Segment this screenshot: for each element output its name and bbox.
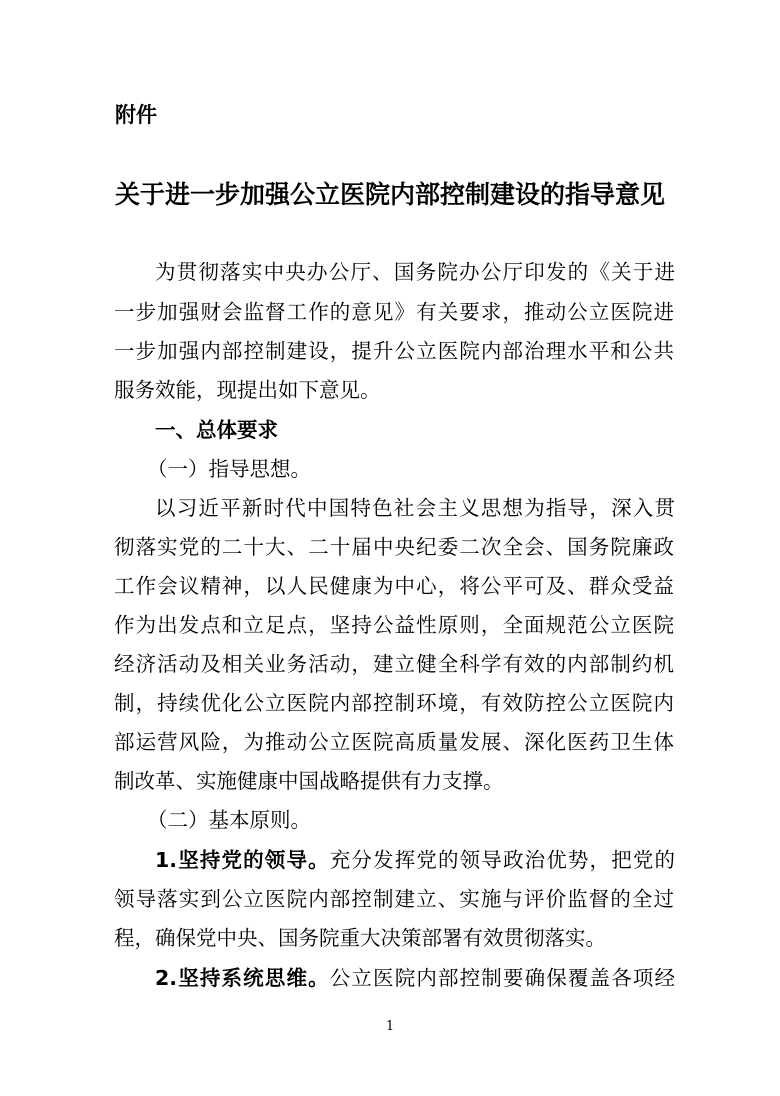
body-line: 制改革、实施健康中国战略提供有力支撑。 [114,769,504,793]
intro-line: 一步加强财会监督工作的意见》有关要求，推动公立医院进 [114,300,674,324]
body-line: 彻落实党的二十大、二十届中央纪委二次全会、国务院廉政 [114,535,674,559]
principle-line [155,850,675,871]
body-line: 部运营风险，为推动公立医院高质量发展、深化医药卫生体 [114,730,674,754]
principle-title: 2.坚持系统思维。 [155,966,330,990]
section-heading: 一、总体要求 [155,418,278,442]
principle-text: 公立医院内部控制要确保覆盖各项经 [329,966,675,990]
body-line: 作为出发点和立足点，坚持公益性原则，全面规范公立医院 [114,613,674,637]
page-number: 1 [385,1019,395,1034]
principle-text: 充分发挥党的领导政治优势，把党的 [329,848,675,872]
document-title: 关于进一步加强公立医院内部控制建设的指导意见 [114,180,665,209]
intro-line: 为贯彻落实中央办公厅、国务院办公厅印发的《关于进 [155,260,675,284]
intro-line: 服务效能，现提出如下意见。 [114,378,381,402]
intro-line: 一步加强内部控制建设，提升公立医院内部治理水平和公共 [114,339,674,363]
principle-title: 1.坚持党的领导。 [155,848,330,872]
attachment-label: 附件 [115,103,157,127]
body-line: 经济活动及相关业务活动，建立健全科学有效的内部制约机 [114,652,674,676]
principle-line [155,968,675,989]
body-line: 领导落实到公立医院内部控制建立、实施与评价监督的全过 [114,887,674,911]
subsection-heading: （二）基本原则。 [147,808,311,832]
body-line: 制，持续优化公立医院内部控制环境，有效防控公立医院内 [114,691,674,715]
body-line: 以习近平新时代中国特色社会主义思想为指导，深入贯 [155,496,675,520]
body-line: 工作会议精神，以人民健康为中心，将公平可及、群众受益 [114,574,674,598]
body-line: 程，确保党中央、国务院重大决策部署有效贯彻落实。 [114,926,606,950]
subsection-heading: （一）指导思想。 [147,457,311,481]
